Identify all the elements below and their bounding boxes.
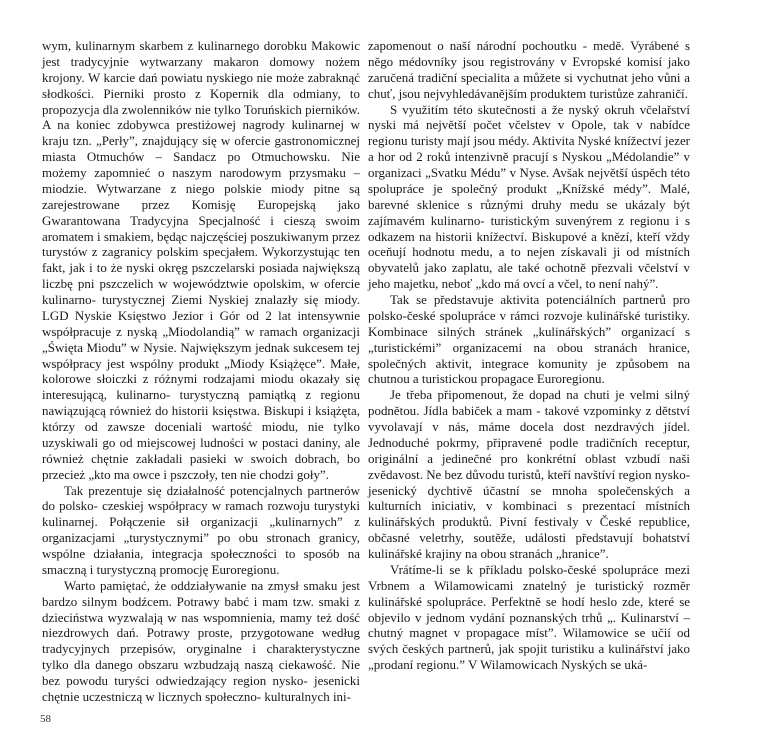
left-paragraph-2: Tak prezentuje się działalność potencjalnych partnerów do polsko- czeskiej współpracy w ramach rozwoju turystyki kulinarnej. Połączenie sił organizacji „kulinarnych” z organizacjami „turystycznymi” po obu stronach granicy, wspólne działania, integracja społeczności to sposób na smaczną i turystyczną promocję Euroregionu.	[42, 482, 360, 577]
right-paragraph-5: Vrátíme-li se k příkladu polsko-české spolupráce mezi Vrbnem a Wilamowicami znatelný je turistický rozměr kulinářské spolupráce. Perfektně se hodí heslo zde, které se objevilo v jednom vydání poznanských trhů „. Kulinarství – chutný magnet v propagace míst”. Wilamowice se učií od svých českých partnerů, jak spojit turistiku a kulinářství jako „prodaní regionu.” V Wilamowicach Nyských se uká-	[368, 561, 690, 673]
right-text-column	[368, 38, 690, 673]
left-text-column	[42, 38, 360, 705]
left-paragraph-3: Warto pamiętać, że oddziaływanie na zmysł smaku jest bardzo silnym bodźcem. Potrawy babć i mam tzw. smaki z dzieciństwa wyzwalają w nas wspomnienia, mamy też dość niezdrowych dań. Potrawy proste, przygotowane według tradycyjnych przepisów, oryginalne i charakterystyczne tylko dla danego obszaru wzbudzają naszą ciekawość. Nie bez powodu turyści odwiedzający region nysko- jesenicki chętnie uczestniczą w licznych społeczno- kulturalnych ini-	[42, 577, 360, 704]
right-paragraph-4: Je třeba připomenout, že dopad na chuti je velmi silný podnětou. Jídla babiček a mam - takové vzpominky z dětství vyvolavají v nás, máme docela dost nezdravých jídel. Jednoduché pokrmy, připravené podle tradičních receptur, originální a jedinečné pro konkrétní oblast vzbudí naši zvědavost. Ne bez důvodu turistů, kteří navštíví region nysko- jesenický dychtivě účastní se mnoha společenských a kulturních iniciativ, v kombinaci s prezentací místních kulinářských produktů. Pivní festivaly v České republice, občasné veletrhy, soutěže, události představují bohatství kulinářské krajiny na obou stranách „hranice”.	[368, 387, 690, 561]
right-paragraph-3: Tak se představuje aktivita potenciálních partnerů pro polsko-české spolupráce v rámci rozvoje kulinářské turistiky. Kombinace silných stránek „kulinářských” organizací s „turistickémi” organizacemi na obou stranách hranice, společných aktivit, integrace komunity je způsobem na chutnou a turistickou propagace Euroregionu.	[368, 292, 690, 387]
page-number: 58	[40, 713, 51, 725]
right-paragraph-2: S využitím této skutečnosti a že nyský okruh včelařství nyski má největší počet včelstev v Opole, tak v nabídce regionu turisty mají jsou médy. Aktivita Nyské knížectví jezer a hor od 2 roků intenzivně pracují s Nyskou „Médolandie” v organizaci „Svatku Médu” v Nyse. Avšak největší úspěch této spolupráce je společný produkt „Knížské médy”. Malé, barevné sklenice s různými druhy medu se ukázaly být zajímavém kulinarno- turistickým suvenýrem z regionu i s odkazem na historii knížectví. Biskupové a knězí, kteří vždy oceňují hodnotu medu, a to nejen získavali ji od místních obyvatelů jako zaplatu, ale také ochotně přezvali včelství v jeho majetku, neboť „kdo má ovcí a včel, to není nahý”.	[368, 101, 690, 292]
left-paragraph-1: wym, kulinarnym skarbem z kulinarnego dorobku Makowic jest tradycyjnie wytwarzany makaron domowy nożem krojony. W karcie dań powiatu nyskiego nie może zabraknąć słodkości. Pierniki prosto z Kopernik dla odmiany, to propozycja dla zwolenników nie tylko Toruńskich pierników. A na koniec zdobywca prestiżowej nagrody kulinarnej w kraju tzn. „Perły”, znajdujący się w ofercie gastronomicznej miasta Otmuchów – Sandacz po Otmuchowsku. Nie możemy zapomnieć o naszym narodowym przysmaku – miodzie. Wytwarzane z niego polskie miody pitne są zarejestrowane przez Komisję Europejską jako Gwarantowana Tradycyjna Specjalność i cieszą swoim aromatem i smakiem, będąc najczęściej poszukiwanym przez turystów z zagranicy polskim specjałem. Wykorzystując ten fakt, jak i to że nyski okręg pszczelarski posiada największą liczbę pni pszczelich w województwie opolskim, w ofercie kulinarno- turystycznej Ziemi Nyskiej znalazły się miody. LGD Nyskie Księstwo Jezior i Gór od 2 lat intensywnie współpracuje z nyską „Miodolandią” w ramach organizacji „Święta Miodu” w Nysie. Największym jednak sukcesem tej współpracy jest wspólny produkt „Miody Książęce”. Małe, kolorowe słoiczki z różnymi rodzajami miodu okazały się interesującą, kulinarno- turystyczną pamiątką z regionu nawiązującą również do historii księstwa. Biskupi i książęta, którzy od zawsze doceniali wartość miodu, nie tylko uzyskiwali go od miejscowej ludności w postaci daniny, ale również chętnie zakładali pasieki w swoich dobrach, bo przecież „kto ma owce i pszczoły, ten nie chodzi goły”.	[42, 38, 360, 482]
right-paragraph-1: zapomenout o naší národní pochoutku - medě. Vyrábené s něgo médovníky jsou registrovány v Evropské komisí jako zaručená tradiční specialita a můžete si vychutnat jeho vůni a chuť, jsou nejvyhledávanějším produktem turistůze zahraničí.	[368, 38, 690, 101]
